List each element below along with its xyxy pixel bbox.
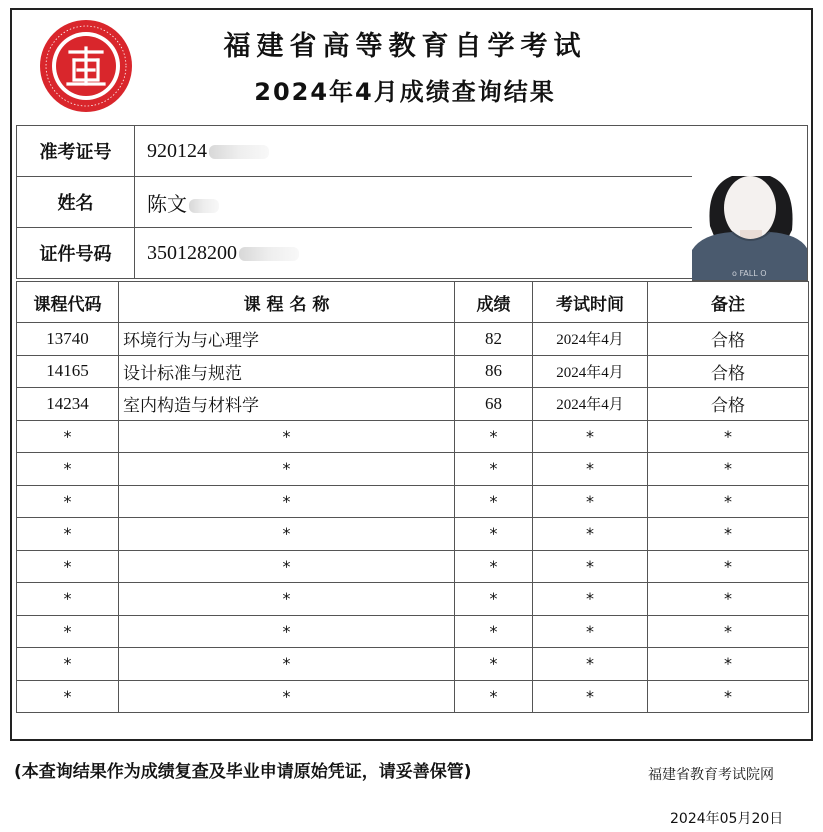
score-cell: * <box>455 583 533 616</box>
column-header-remark: 备注 <box>648 282 809 323</box>
course-name-cell: * <box>119 615 455 648</box>
course-code-cell: * <box>17 485 119 518</box>
table-row <box>17 323 809 356</box>
remark-cell: 合格 <box>648 388 809 421</box>
course-code-cell: * <box>17 420 119 453</box>
table-row <box>17 388 809 421</box>
table-row <box>17 648 809 681</box>
course-name-cell: * <box>119 648 455 681</box>
exam-time-cell: * <box>533 485 648 518</box>
table-row <box>17 615 809 648</box>
exam-time-cell: * <box>533 583 648 616</box>
admission-number-text: 920124 <box>147 139 207 162</box>
info-row <box>17 126 693 177</box>
score-cell: * <box>455 485 533 518</box>
score-cell: * <box>455 420 533 453</box>
table-row <box>17 583 809 616</box>
course-name-cell: * <box>119 550 455 583</box>
exam-time-cell: * <box>533 648 648 681</box>
remark-cell: * <box>648 615 809 648</box>
remark-cell: * <box>648 420 809 453</box>
table-row <box>17 355 809 388</box>
svg-text:o FALL O: o FALL O <box>732 269 767 278</box>
course-name-cell: * <box>119 453 455 486</box>
redaction-mask <box>209 145 269 159</box>
remark-cell: * <box>648 583 809 616</box>
column-header-exam-time: 考试时间 <box>533 282 648 323</box>
course-code-cell: 14165 <box>17 355 119 388</box>
name-text: 陈文 <box>147 193 187 216</box>
exam-time-cell: 2024年4月 <box>533 355 648 388</box>
exam-time-cell: * <box>533 680 648 713</box>
exam-time-cell: 2024年4月 <box>533 388 648 421</box>
course-name-cell: * <box>119 680 455 713</box>
column-header-course-name: 课 程 名 称 <box>119 282 455 323</box>
exam-time-cell: * <box>533 420 648 453</box>
course-name-cell: 室内构造与材料学 <box>119 388 455 421</box>
footer-source-site: 福建省教育考试院网 <box>648 767 774 783</box>
remark-cell: * <box>648 518 809 551</box>
info-row <box>17 228 693 279</box>
score-cell: * <box>455 680 533 713</box>
grades-header-row <box>17 282 809 323</box>
course-code-cell: * <box>17 615 119 648</box>
table-row <box>17 420 809 453</box>
exam-time-cell: * <box>533 550 648 583</box>
footer-notice: (本查询结果作为成绩复查及毕业申请原始凭证，请妥善保管) <box>14 762 472 782</box>
exam-time-cell: * <box>533 518 648 551</box>
admission-number-value <box>135 126 693 177</box>
score-cell: 86 <box>455 355 533 388</box>
column-header-score: 成绩 <box>455 282 533 323</box>
course-code-cell: * <box>17 648 119 681</box>
course-name-cell: * <box>119 583 455 616</box>
course-code-cell: * <box>17 453 119 486</box>
grades-table <box>16 281 809 713</box>
footer-date: 2024年05月20日 <box>670 811 784 827</box>
table-row <box>17 485 809 518</box>
course-name-cell: * <box>119 485 455 518</box>
candidate-photo-image <box>692 126 808 281</box>
course-name-cell: 设计标准与规范 <box>119 355 455 388</box>
score-cell: * <box>455 518 533 551</box>
candidate-photo <box>692 125 808 281</box>
candidate-info-table <box>16 125 693 279</box>
score-cell: * <box>455 550 533 583</box>
remark-cell: * <box>648 680 809 713</box>
remark-cell: * <box>648 550 809 583</box>
id-number-label: 证件号码 <box>17 228 135 279</box>
table-row <box>17 453 809 486</box>
id-number-text: 350128200 <box>147 241 237 264</box>
info-row <box>17 177 693 228</box>
score-cell: 68 <box>455 388 533 421</box>
exam-time-cell: * <box>533 453 648 486</box>
page-subtitle: 2024年4月成绩查询结果 <box>254 78 556 106</box>
redaction-mask <box>239 247 299 261</box>
name-label: 姓名 <box>17 177 135 228</box>
score-cell: * <box>455 648 533 681</box>
remark-cell: * <box>648 485 809 518</box>
page-title: 福建省高等教育自学考试 <box>223 31 587 62</box>
admission-number-label: 准考证号 <box>17 126 135 177</box>
table-row <box>17 550 809 583</box>
exam-time-cell: 2024年4月 <box>533 323 648 356</box>
table-row <box>17 518 809 551</box>
course-code-cell: * <box>17 583 119 616</box>
name-value <box>135 177 693 228</box>
score-cell: * <box>455 615 533 648</box>
exam-authority-seal-logo <box>38 18 134 114</box>
course-name-cell: * <box>119 420 455 453</box>
course-code-cell: 14234 <box>17 388 119 421</box>
course-code-cell: * <box>17 550 119 583</box>
course-code-cell: 13740 <box>17 323 119 356</box>
course-name-cell: * <box>119 518 455 551</box>
remark-cell: * <box>648 648 809 681</box>
score-cell: 82 <box>455 323 533 356</box>
id-number-value <box>135 228 693 279</box>
column-header-course-code: 课程代码 <box>17 282 119 323</box>
table-row <box>17 680 809 713</box>
course-name-cell: 环境行为与心理学 <box>119 323 455 356</box>
remark-cell: * <box>648 453 809 486</box>
remark-cell: 合格 <box>648 355 809 388</box>
exam-time-cell: * <box>533 615 648 648</box>
redaction-mask <box>189 199 219 213</box>
course-code-cell: * <box>17 518 119 551</box>
remark-cell: 合格 <box>648 323 809 356</box>
course-code-cell: * <box>17 680 119 713</box>
score-cell: * <box>455 453 533 486</box>
